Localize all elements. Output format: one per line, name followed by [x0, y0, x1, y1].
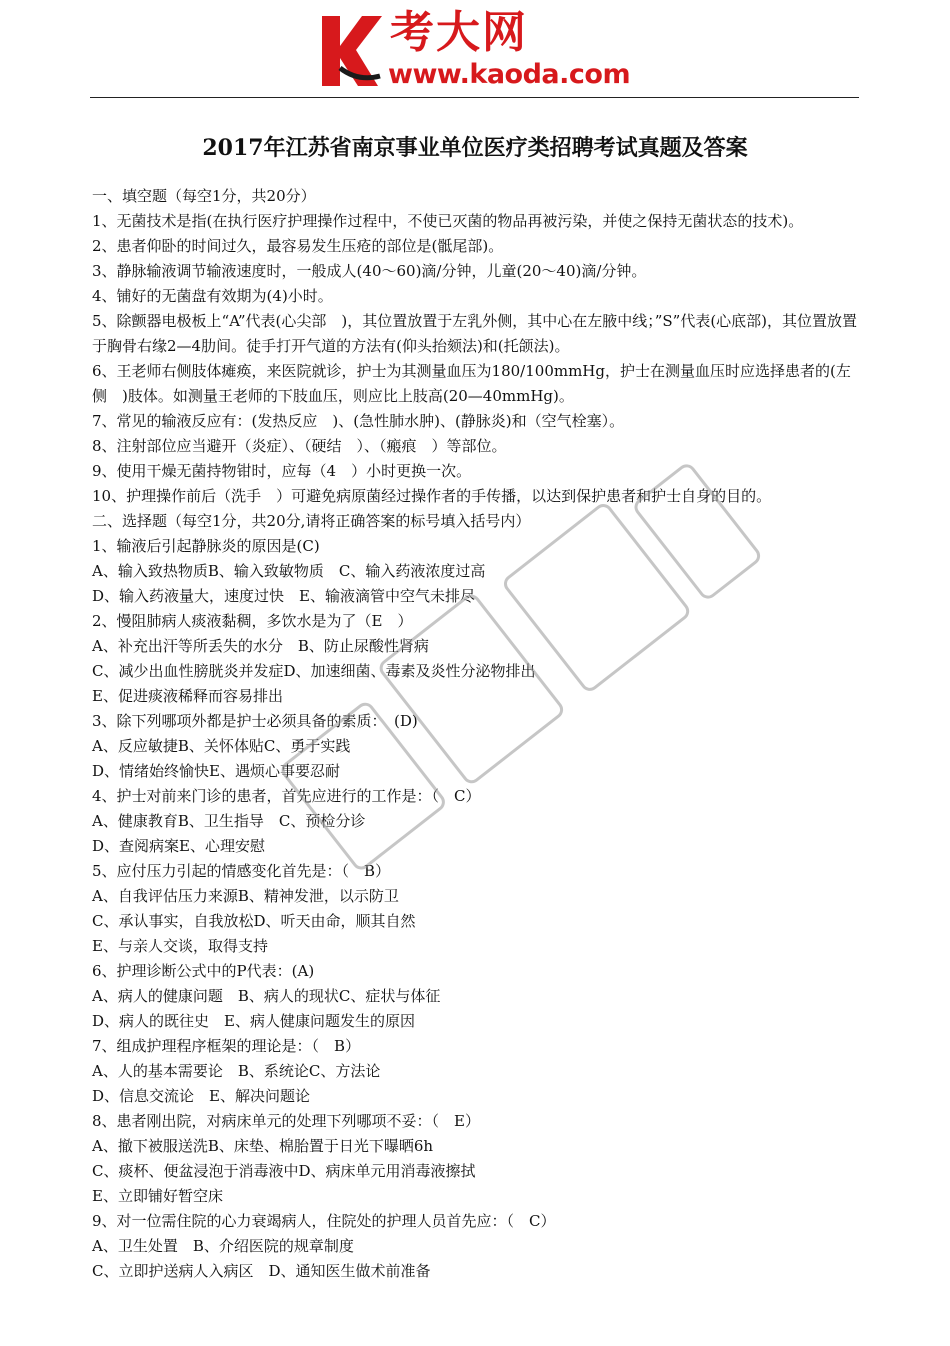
- option-line: E、促进痰液稀释而容易排出: [92, 687, 283, 705]
- question-line: 4、护士对前来门诊的患者，首先应进行的工作是：（ C）: [92, 787, 481, 805]
- option-line: C、减少出血性膀胱炎并发症D、加速细菌、毒素及炎性分泌物排出: [92, 662, 536, 680]
- text-line: 7、常见的输液反应有：(发热反应 )、(急性肺水肿)、(静脉炎)和（空气栓塞）。: [92, 412, 625, 430]
- option-line: A、撤下被服送洗B、床垫、棉胎置于日光下曝晒6h: [92, 1137, 434, 1155]
- question-line: 7、组成护理程序框架的理论是：（ B）: [92, 1037, 361, 1055]
- text-line: 3、静脉输液调节输液速度时，一般成人(40～60)滴/分钟，儿童(20～40)滴/分钟。: [92, 262, 647, 280]
- logo-url: www.kaoda.com: [388, 59, 631, 90]
- option-line: D、输入药液量大，速度过快 E、输液滴管中空气未排尽: [92, 587, 475, 605]
- site-logo[interactable]: [318, 7, 648, 92]
- text-line: 4、铺好的无菌盘有效期为(4)小时。: [92, 287, 333, 305]
- option-line: A、反应敏捷B、关怀体贴C、勇于实践: [92, 737, 351, 755]
- text-line: 1、无菌技术是指(在执行医疗护理操作过程中，不使已灭菌的物品再被污染，并使之保持无菌状态的技术)。: [92, 212, 804, 230]
- section-heading: 二、选择题（每空1分，共20分,请将正确答案的标号填入括号内）: [92, 512, 531, 530]
- logo-text: 考大网: [390, 7, 528, 58]
- header-divider: [90, 97, 859, 98]
- option-line: A、病人的健康问题 B、病人的现状C、症状与体征: [92, 987, 441, 1005]
- section-heading: 一、填空题（每空1分，共20分）: [92, 187, 316, 205]
- question-line: 1、输液后引起静脉炎的原因是(C): [92, 537, 320, 555]
- question-line: 5、应付压力引起的情感变化首先是：（ B）: [92, 862, 391, 880]
- option-line: A、补充出汗等所丢失的水分 B、防止尿酸性肾病: [92, 637, 429, 655]
- question-line: 3、除下列哪项外都是护士必须具备的素质： (D): [92, 712, 418, 730]
- option-line: A、卫生处置 B、介绍医院的规章制度: [92, 1237, 354, 1255]
- option-line: E、立即铺好暂空床: [92, 1187, 223, 1205]
- option-line: D、信息交流论 E、解决问题论: [92, 1087, 310, 1105]
- text-line: 9、使用干燥无菌持物钳时，应每（4 ）小时更换一次。: [92, 462, 472, 480]
- option-line: C、痰杯、便盆浸泡于消毒液中D、病床单元用消毒液擦拭: [92, 1162, 476, 1180]
- text-line: 6、王老师右侧肢体瘫痪，来医院就诊，护士为其测量血压为180/100mmHg，护士在测量血压时应选择患者的(左侧 )肢体。如测量王老师的下肢血压，则应比上肢高(20—40mmHg)。: [92, 362, 851, 405]
- document-body: [92, 184, 862, 1284]
- option-line: D、情绪始终愉快E、遇烦心事要忍耐: [92, 762, 340, 780]
- text-line: 2、患者仰卧的时间过久，最容易发生压疮的部位是(骶尾部)。: [92, 237, 504, 255]
- question-line: 6、护理诊断公式中的P代表：(A): [92, 962, 315, 980]
- text-line: 10、护理操作前后（洗手 ）可避免病原菌经过操作者的手传播，以达到保护患者和护士自身的目的。: [92, 487, 772, 505]
- question-line: 2、慢阻肺病人痰液黏稠，多饮水是为了（E ）: [92, 612, 413, 630]
- option-line: C、立即护送病人入病区 D、通知医生做术前准备: [92, 1262, 431, 1280]
- option-line: D、查阅病案E、心理安慰: [92, 837, 265, 855]
- option-line: E、与亲人交谈，取得支持: [92, 937, 268, 955]
- option-line: A、人的基本需要论 B、系统论C、方法论: [92, 1062, 381, 1080]
- option-line: A、自我评估压力来源B、精神发泄，以示防卫: [92, 887, 399, 905]
- option-line: A、输入致热物质B、输入致敏物质 C、输入药液浓度过高: [92, 562, 486, 580]
- document-title: 2017年江苏省南京事业单位医疗类招聘考试真题及答案: [202, 135, 748, 161]
- option-line: A、健康教育B、卫生指导 C、预检分诊: [92, 812, 366, 830]
- option-line: D、病人的既往史 E、病人健康问题发生的原因: [92, 1012, 415, 1030]
- logo-k-mark-icon: [318, 12, 384, 90]
- text-line: 8、注射部位应当避开（炎症）、（硬结 ）、（瘢痕 ）等部位。: [92, 437, 507, 455]
- question-line: 9、对一位需住院的心力衰竭病人，住院处的护理人员首先应：（ C）: [92, 1212, 556, 1230]
- option-line: C、承认事实，自我放松D、听天由命，顺其自然: [92, 912, 416, 930]
- text-line: 5、除颤器电极板上“A”代表(心尖部 )，其位置放置于左乳外侧，其中心在左腋中线；”S”代表(心底部)，其位置放置于胸骨右缘2—4肋间。徒手打开气道的方法有(仰头抬颏法)和(托颌法)。: [92, 312, 858, 355]
- question-line: 8、患者刚出院，对病床单元的处理下列哪项不妥：（ E）: [92, 1112, 480, 1130]
